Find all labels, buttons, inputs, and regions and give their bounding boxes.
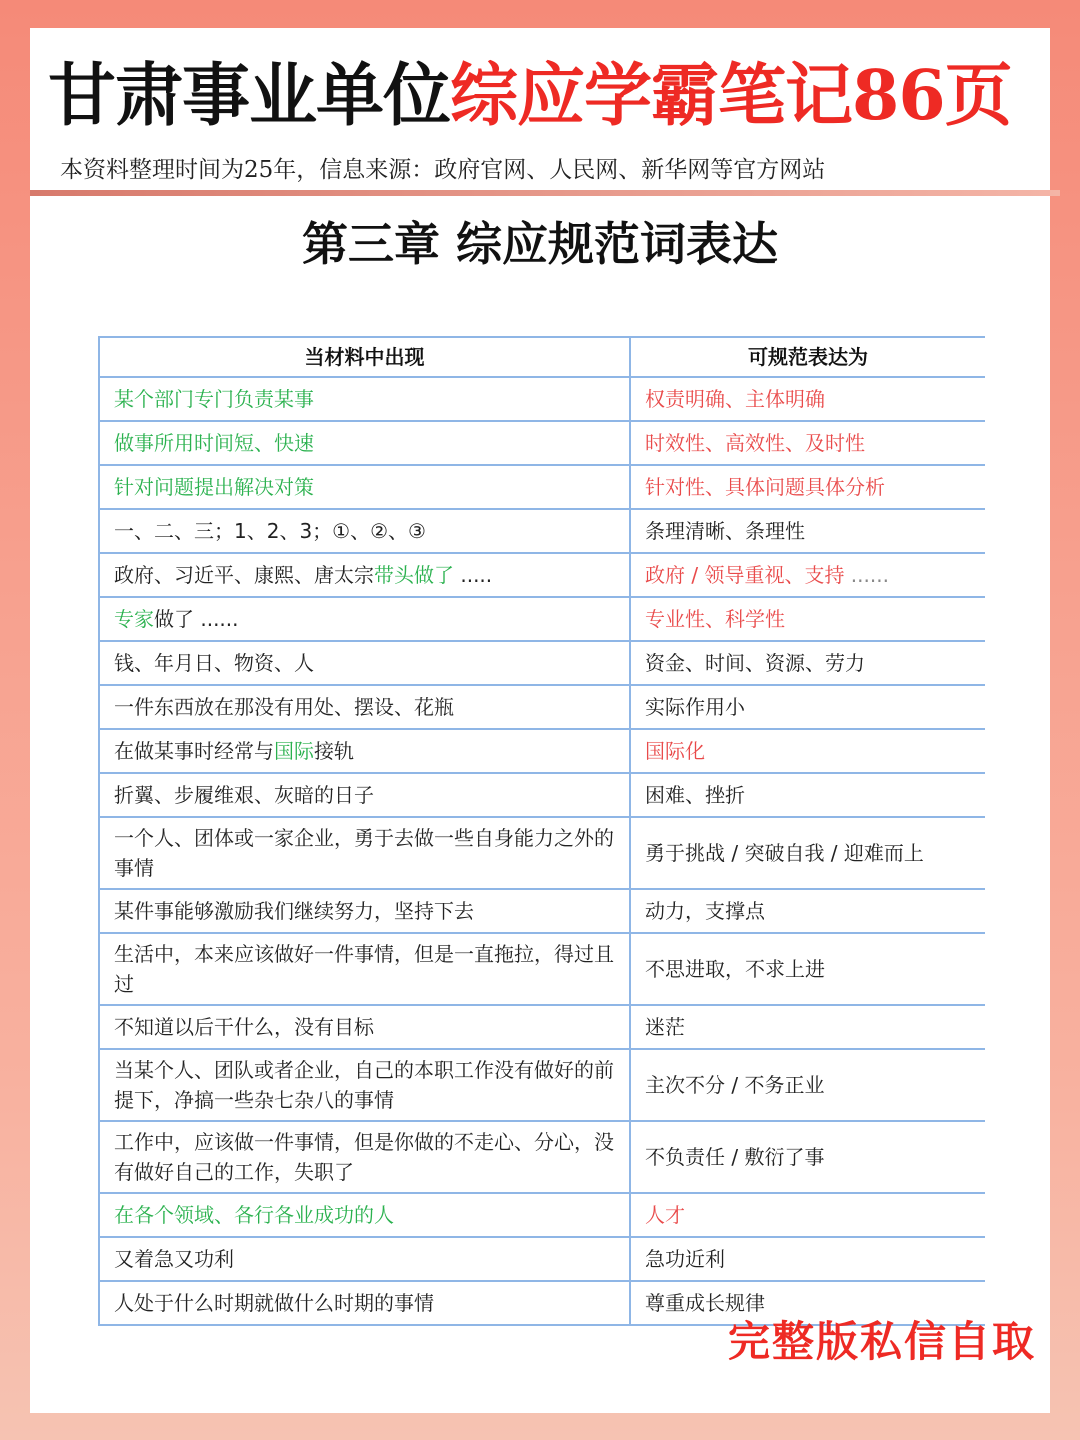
row-left-highlight: 带头做了 [374, 563, 454, 587]
row-right: 实际作用小 [630, 685, 985, 729]
table-row [99, 377, 985, 421]
row-left: 工作中，应该做一件事情，但是你做的不走心、分心，没有做好自己的工作，失职了 [99, 1121, 630, 1193]
document-sheet [30, 196, 1050, 1413]
chapter-title: 第三章 综应规范词表达 [301, 217, 778, 271]
row-right: 困难、挫折 [630, 773, 985, 817]
row-right-ellipsis: ...... [844, 563, 889, 587]
row-right: 时效性、高效性、及时性 [630, 421, 985, 465]
row-left: 针对问题提出解决对策 [99, 465, 630, 509]
row-left: 生活中，本来应该做好一件事情，但是一直拖拉，得过且过 [99, 933, 630, 1005]
row-right: 不负责任 / 敷衍了事 [630, 1121, 985, 1193]
row-left: 某件事能够激励我们继续努力，坚持下去 [99, 889, 630, 933]
table-row [99, 465, 985, 509]
row-right: 权责明确、主体明确 [630, 377, 985, 421]
row-left: 某个部门专门负责某事 [99, 377, 630, 421]
expression-table [98, 336, 985, 1326]
footer-cta: 完整版私信自取 [727, 1317, 1036, 1366]
table-row [99, 1121, 985, 1193]
row-right: 勇于挑战 / 突破自我 / 迎难而上 [630, 817, 985, 889]
col1-header: 当材料中出现 [99, 337, 630, 377]
table-wrap [98, 336, 985, 1384]
header-title-red: 综应学霸笔记86页 [450, 56, 1012, 136]
row-right: 针对性、具体问题具体分析 [630, 465, 985, 509]
header-title [48, 46, 1038, 146]
row-left-part: 做了 ...... [154, 607, 239, 631]
table-row [99, 421, 985, 465]
row-right: 动力，支撑点 [630, 889, 985, 933]
row-left-highlight: 国际 [274, 739, 314, 763]
row-right-part: 政府 / 领导重视、支持 [645, 563, 845, 587]
row-right: 专业性、科学性 [630, 597, 985, 641]
row-left-part: 政府、习近平、康熙、唐太宗 [114, 563, 374, 587]
row-left: 一、二、三；1、2、3；①、②、③ [99, 509, 630, 553]
table-row [99, 1005, 985, 1049]
table-row [99, 933, 985, 1005]
row-left: 人处于什么时期就做什么时期的事情 [99, 1281, 630, 1325]
row-left: 一个人、团体或一家企业，勇于去做一些自身能力之外的事情 [99, 817, 630, 889]
table-row [99, 641, 985, 685]
row-right: 资金、时间、资源、劳力 [630, 641, 985, 685]
table-row [99, 817, 985, 889]
col2-header: 可规范表达为 [630, 337, 985, 377]
table-row [99, 685, 985, 729]
row-left-part: 接轨 [314, 739, 354, 763]
row-left-part: 在做某事时经常与 [114, 739, 274, 763]
header-title-black: 甘肃事业单位 [48, 56, 451, 136]
row-left: 折翼、步履维艰、灰暗的日子 [99, 773, 630, 817]
row-left [99, 729, 630, 773]
table-row [99, 1193, 985, 1237]
table-header-row [99, 337, 985, 377]
row-right: 国际化 [630, 729, 985, 773]
row-left: 当某个人、团队或者企业，自己的本职工作没有做好的前提下，净搞一些杂七杂八的事情 [99, 1049, 630, 1121]
table-row [99, 553, 985, 597]
table-row [99, 597, 985, 641]
row-left: 一件东西放在那没有用处、摆设、花瓶 [99, 685, 630, 729]
row-right: 不思进取，不求上进 [630, 933, 985, 1005]
row-right: 急功近利 [630, 1237, 985, 1281]
table-row [99, 773, 985, 817]
row-left [99, 553, 630, 597]
table-row [99, 1049, 985, 1121]
row-right: 人才 [630, 1193, 985, 1237]
table-row [99, 1237, 985, 1281]
row-right [630, 553, 985, 597]
table-row [99, 889, 985, 933]
row-left [99, 597, 630, 641]
row-right: 迷茫 [630, 1005, 985, 1049]
row-left: 不知道以后干什么，没有目标 [99, 1005, 630, 1049]
source-line: 本资料整理时间为25年，信息来源：政府官网、人民网、新华网等官方网站 [60, 157, 826, 183]
row-right: 尊重成长规律 [630, 1281, 985, 1325]
table-row [99, 509, 985, 553]
row-right: 主次不分 / 不务正业 [630, 1049, 985, 1121]
page-frame [30, 28, 1050, 1413]
row-left: 钱、年月日、物资、人 [99, 641, 630, 685]
table-row [99, 729, 985, 773]
row-left: 在各个领域、各行各业成功的人 [99, 1193, 630, 1237]
row-left-highlight: 专家 [114, 607, 154, 631]
row-left: 又着急又功利 [99, 1237, 630, 1281]
row-left-ellipsis: ..... [454, 563, 493, 587]
row-left: 做事所用时间短、快速 [99, 421, 630, 465]
row-right: 条理清晰、条理性 [630, 509, 985, 553]
